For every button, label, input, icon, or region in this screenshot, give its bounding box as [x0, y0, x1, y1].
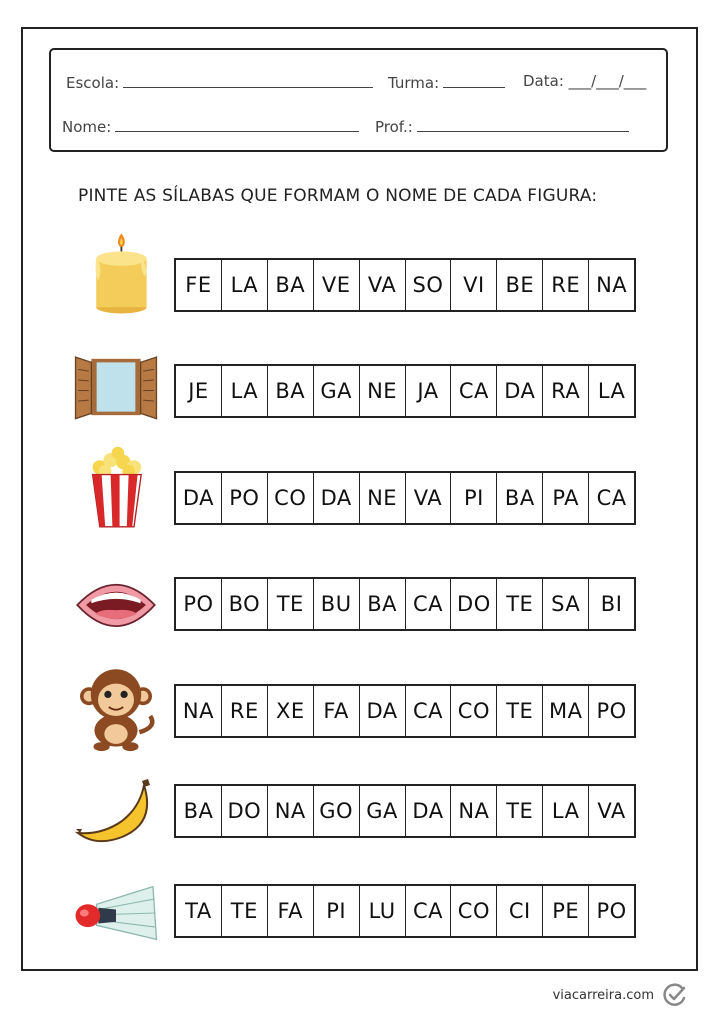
- teacher-label: Prof.:: [375, 118, 413, 136]
- syllable-cell[interactable]: CA: [406, 686, 452, 736]
- syllable-cell[interactable]: PO: [176, 579, 222, 629]
- syllable-cell[interactable]: GA: [314, 366, 360, 416]
- syllable-cell[interactable]: LA: [597, 379, 626, 403]
- syllable-cell[interactable]: MA: [543, 686, 589, 736]
- syllable-cell[interactable]: NE: [360, 366, 406, 416]
- date-blank[interactable]: ___/___/___: [568, 72, 647, 90]
- syllable-cell[interactable]: BA: [176, 786, 222, 836]
- syllable-cell[interactable]: JE: [176, 366, 222, 416]
- syllable-cell[interactable]: TA: [176, 886, 222, 936]
- syllable-row-5: [174, 684, 636, 738]
- syllable-cell[interactable]: VA: [597, 799, 626, 823]
- syllable-cell[interactable]: DA: [406, 786, 452, 836]
- popcorn-icon: [72, 444, 160, 534]
- date-field[interactable]: [523, 72, 646, 90]
- monkey-icon: [72, 662, 160, 752]
- syllable-cell[interactable]: FA: [268, 886, 314, 936]
- syllable-cell[interactable]: GA: [360, 786, 406, 836]
- syllable-cell[interactable]: RA: [543, 366, 589, 416]
- class-label: Turma:: [388, 74, 440, 92]
- syllable-cell[interactable]: PO: [596, 699, 627, 723]
- student-info-box: [49, 48, 668, 152]
- syllable-cell[interactable]: BO: [222, 579, 268, 629]
- syllable-cell[interactable]: CA: [406, 886, 452, 936]
- syllable-cell[interactable]: LU: [360, 886, 406, 936]
- name-label: Nome:: [62, 118, 112, 136]
- syllable-cell[interactable]: TE: [268, 579, 314, 629]
- syllable-cell[interactable]: LA: [222, 366, 268, 416]
- syllable-cell[interactable]: VI: [451, 260, 497, 310]
- mouth-icon: [72, 560, 160, 650]
- syllable-cell[interactable]: NE: [360, 473, 406, 523]
- syllable-cell[interactable]: CO: [451, 886, 497, 936]
- syllable-cell[interactable]: PO: [222, 473, 268, 523]
- syllable-cell[interactable]: JA: [406, 366, 452, 416]
- syllable-cell[interactable]: DO: [451, 579, 497, 629]
- name-field[interactable]: [62, 116, 359, 136]
- syllable-cell[interactable]: BA: [268, 366, 314, 416]
- syllable-cell[interactable]: SA: [543, 579, 589, 629]
- syllable-cell[interactable]: FA: [314, 686, 360, 736]
- syllable-cell[interactable]: NA: [596, 273, 628, 297]
- syllable-cell[interactable]: NA: [176, 686, 222, 736]
- syllable-cell[interactable]: DA: [497, 366, 543, 416]
- syllable-cell[interactable]: DA: [314, 473, 360, 523]
- syllable-cell[interactable]: LA: [222, 260, 268, 310]
- syllable-cell[interactable]: TE: [497, 579, 543, 629]
- syllable-cell[interactable]: CA: [451, 366, 497, 416]
- syllable-cell[interactable]: RE: [543, 260, 589, 310]
- syllable-cell[interactable]: CA: [406, 579, 452, 629]
- syllable-cell[interactable]: DA: [360, 686, 406, 736]
- syllable-cell[interactable]: NA: [451, 786, 497, 836]
- syllable-cell[interactable]: TE: [497, 686, 543, 736]
- syllable-cell[interactable]: BA: [497, 473, 543, 523]
- syllable-cell[interactable]: PO: [596, 899, 627, 923]
- syllable-cell[interactable]: CA: [596, 486, 627, 510]
- window-icon: [72, 342, 160, 432]
- syllable-row-1: [174, 258, 636, 312]
- school-line[interactable]: [123, 72, 373, 88]
- syllable-cell[interactable]: BI: [600, 592, 623, 616]
- banana-icon: [72, 768, 160, 858]
- syllable-cell[interactable]: PI: [451, 473, 497, 523]
- syllable-cell[interactable]: GO: [314, 786, 360, 836]
- syllable-row-6: [174, 784, 636, 838]
- syllable-cell[interactable]: PI: [314, 886, 360, 936]
- syllable-cell[interactable]: LA: [543, 786, 589, 836]
- class-field[interactable]: [388, 72, 505, 92]
- date-label: Data:: [523, 72, 564, 90]
- syllable-cell[interactable]: BA: [360, 579, 406, 629]
- shuttlecock-icon: [72, 868, 160, 958]
- teacher-field[interactable]: [375, 116, 629, 136]
- syllable-row-3: [174, 471, 636, 525]
- syllable-cell[interactable]: PE: [543, 886, 589, 936]
- syllable-cell[interactable]: TE: [222, 886, 268, 936]
- syllable-cell[interactable]: TE: [497, 786, 543, 836]
- syllable-cell[interactable]: BU: [314, 579, 360, 629]
- syllable-cell[interactable]: CO: [451, 686, 497, 736]
- syllable-cell[interactable]: FE: [176, 260, 222, 310]
- syllable-cell[interactable]: CI: [497, 886, 543, 936]
- syllable-cell[interactable]: VA: [406, 473, 452, 523]
- syllable-cell[interactable]: DA: [176, 473, 222, 523]
- teacher-line[interactable]: [417, 116, 629, 132]
- syllable-row-7: [174, 884, 636, 938]
- syllable-cell[interactable]: NA: [268, 786, 314, 836]
- syllable-row-2: [174, 364, 636, 418]
- footer-site[interactable]: viacarreira.com: [552, 988, 654, 1003]
- name-line[interactable]: [115, 116, 359, 132]
- school-label: Escola:: [66, 74, 120, 92]
- instruction-text: PINTE AS SÍLABAS QUE FORMAM O NOME DE CADA FIGURA:: [78, 186, 598, 206]
- syllable-cell[interactable]: VA: [360, 260, 406, 310]
- school-field[interactable]: [66, 72, 373, 92]
- checkmark-logo-icon: [662, 982, 688, 1008]
- candle-icon: [72, 228, 160, 318]
- syllable-cell[interactable]: CO: [268, 473, 314, 523]
- syllable-cell[interactable]: SO: [406, 260, 452, 310]
- class-line[interactable]: [443, 72, 505, 88]
- syllable-cell[interactable]: BA: [268, 260, 314, 310]
- syllable-cell[interactable]: VE: [314, 260, 360, 310]
- syllable-cell[interactable]: RE: [222, 686, 268, 736]
- syllable-cell[interactable]: DO: [222, 786, 268, 836]
- syllable-row-4: [174, 577, 636, 631]
- syllable-cell[interactable]: XE: [268, 686, 314, 736]
- syllable-cell[interactable]: PA: [543, 473, 589, 523]
- syllable-cell[interactable]: BE: [497, 260, 543, 310]
